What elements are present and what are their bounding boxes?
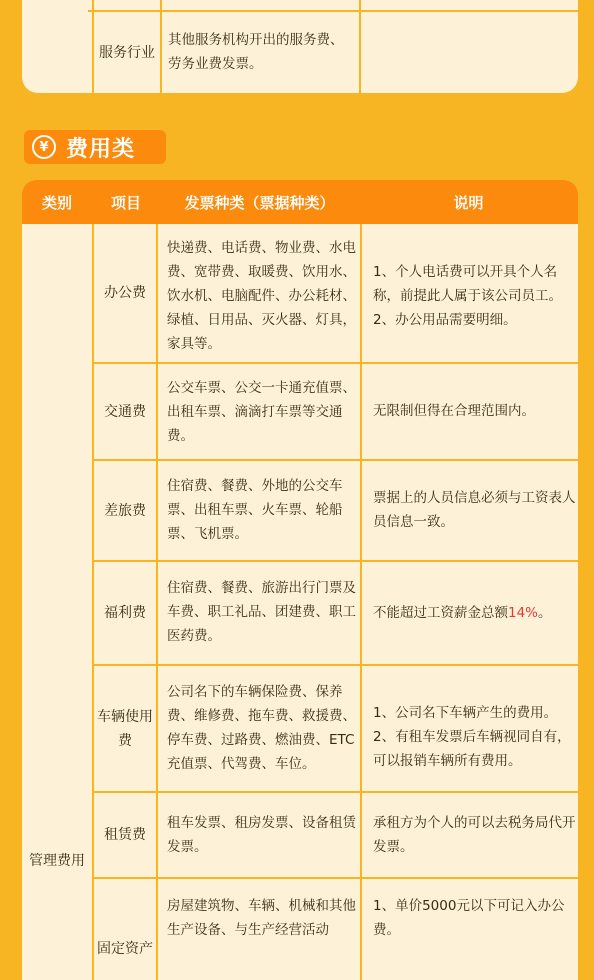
row-item: 差旅费 — [104, 502, 146, 519]
row-item: 租赁费 — [104, 827, 146, 843]
desc-text: 。 — [538, 605, 552, 621]
row-divider — [94, 362, 578, 364]
section-title-bar — [24, 130, 166, 164]
row-divider — [94, 560, 578, 562]
previous-section-card — [22, 0, 578, 93]
row-item: 固定资产 — [97, 941, 153, 957]
row-item: 交通费 — [104, 403, 146, 420]
row-divider — [94, 664, 578, 666]
table-header — [22, 180, 578, 224]
row-item: 办公费 — [104, 285, 146, 301]
column-divider — [360, 224, 362, 980]
row-desc: 1、个人电话费可以开具个人名称，前提此人属于该公司员工。 2、办公用品需要明细。 — [373, 264, 562, 328]
row-desc: 票据上的人员信息必须与工资表人员信息一致。 — [373, 490, 576, 530]
header-description: 说明 — [453, 193, 484, 212]
header-category: 类别 — [41, 193, 72, 212]
row-invoice: 租车发票、租房发票、设备租赁发票。 — [167, 815, 356, 855]
row-desc: 承租方为个人的可以去税务局代开发票。 — [373, 815, 576, 855]
row-desc — [373, 601, 578, 625]
yen-icon: ¥ — [32, 135, 56, 159]
row-desc: 1、单价5000元以下可记入办公费。 — [373, 898, 565, 938]
column-divider — [160, 0, 162, 93]
item-service-industry: 服务行业 — [99, 44, 155, 61]
section-title: 费用类 — [66, 136, 136, 162]
desc-text: 不能超过工资薪金总额 — [373, 605, 508, 621]
category-management-expense: 管理费用 — [29, 853, 85, 869]
row-invoice: 房屋建筑物、车辆、机械和其他生产设备、与生产经营活动 — [167, 898, 356, 938]
highlight-percentage: 14% — [508, 605, 539, 621]
row-invoice: 住宿费、餐费、外地的公交车票、出租车票、火车票、轮船票、飞机票。 — [167, 478, 343, 542]
row-invoice: 公交车票、公交一卡通充值票、出租车票、滴滴打车票等交通费。 — [167, 380, 356, 444]
header-invoice-type: 发票种类（票据种类） — [184, 193, 335, 212]
row-invoice: 公司名下的车辆保险费、保养费、维修费、拖车费、救援费、停车费、过路费、燃油费、ETC充值票、代驾费、车位。 — [167, 684, 356, 772]
row-item: 车辆使用费 — [97, 708, 153, 749]
header-item: 项目 — [110, 193, 141, 212]
row-desc: 1、公司名下车辆产生的费用。 2、有租车发票后车辆视同自有，可以报销车辆所有费用。 — [373, 705, 571, 769]
row-divider — [94, 877, 578, 879]
row-invoice: 住宿费、餐费、旅游出行门票及车费、职工礼品、团建费、职工医药费。 — [167, 580, 356, 644]
row-invoice: 快递费、电话费、物业费、水电费、宽带费、取暖费、饮用水、饮水机、电脑配件、办公耗材、绿植、日用品、灭火器、灯具，家具等。 — [167, 240, 356, 352]
invoice-service-industry: 其他服务机构开出的服务费、劳务业费发票。 — [168, 32, 344, 72]
column-divider — [359, 0, 361, 93]
row-divider — [94, 459, 578, 461]
row-divider — [94, 791, 578, 793]
expense-table — [22, 180, 578, 980]
row-item: 福利费 — [104, 605, 146, 621]
column-divider — [156, 224, 158, 980]
row-desc: 无限制但得在合理范围内。 — [373, 403, 535, 419]
